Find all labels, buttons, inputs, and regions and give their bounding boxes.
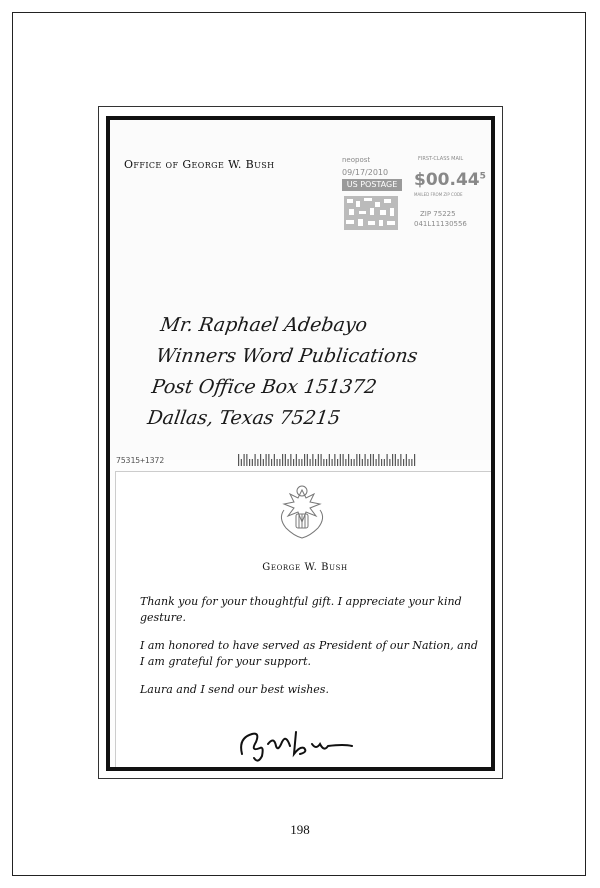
recipient-line-1: Mr. Raphael Adebayo — [159, 314, 369, 336]
stamp-zip: ZIP 75225 — [420, 210, 456, 218]
return-address: Office of George W. Bush — [124, 158, 275, 171]
stamp-postage-label: US POSTAGE — [342, 179, 402, 191]
message-paragraph-1: Thank you for your thoughtful gift. I appreciate your kind gesture. — [140, 595, 462, 624]
card-name-heading: George W. Bush — [262, 562, 348, 573]
stamp-amount-value: $00.44 — [414, 170, 480, 190]
letter-photo-frame — [98, 106, 503, 779]
postal-barcode — [238, 454, 418, 466]
recipient-line-4: Dallas, Texas 75215 — [145, 407, 342, 429]
card-message — [140, 594, 484, 710]
stamp-origin: MAILED FROM ZIP CODE — [414, 192, 463, 197]
stamp-date: 09/17/2010 — [342, 168, 389, 177]
stamp-serial: 041L11130556 — [414, 220, 467, 228]
letter-photo — [106, 116, 495, 771]
presidential-seal-icon — [276, 484, 328, 542]
thank-you-card — [116, 472, 494, 771]
stamp-amount — [414, 170, 486, 190]
handwritten-signature — [234, 720, 354, 764]
message-paragraph-3: Laura and I send our best wishes. — [140, 683, 329, 696]
data-matrix-code — [344, 196, 398, 230]
recipient-line-2: Winners Word Publications — [154, 345, 420, 367]
message-paragraph-2: I am honored to have served as President of our Nation, and I am grateful for your support. — [140, 639, 478, 668]
recipient-line-3: Post Office Box 151372 — [150, 376, 379, 398]
stamp-mail-class: FIRST-CLASS MAIL — [418, 156, 464, 162]
handwritten-recipient-address — [145, 310, 424, 434]
envelope — [110, 120, 491, 465]
barcode-number: 75315+1372 — [116, 456, 165, 465]
stamp-amount-superscript: 5 — [479, 171, 486, 182]
postage-meter-stamp — [342, 154, 486, 234]
page-number: 198 — [290, 822, 310, 837]
stamp-brand: neopost — [342, 156, 371, 164]
